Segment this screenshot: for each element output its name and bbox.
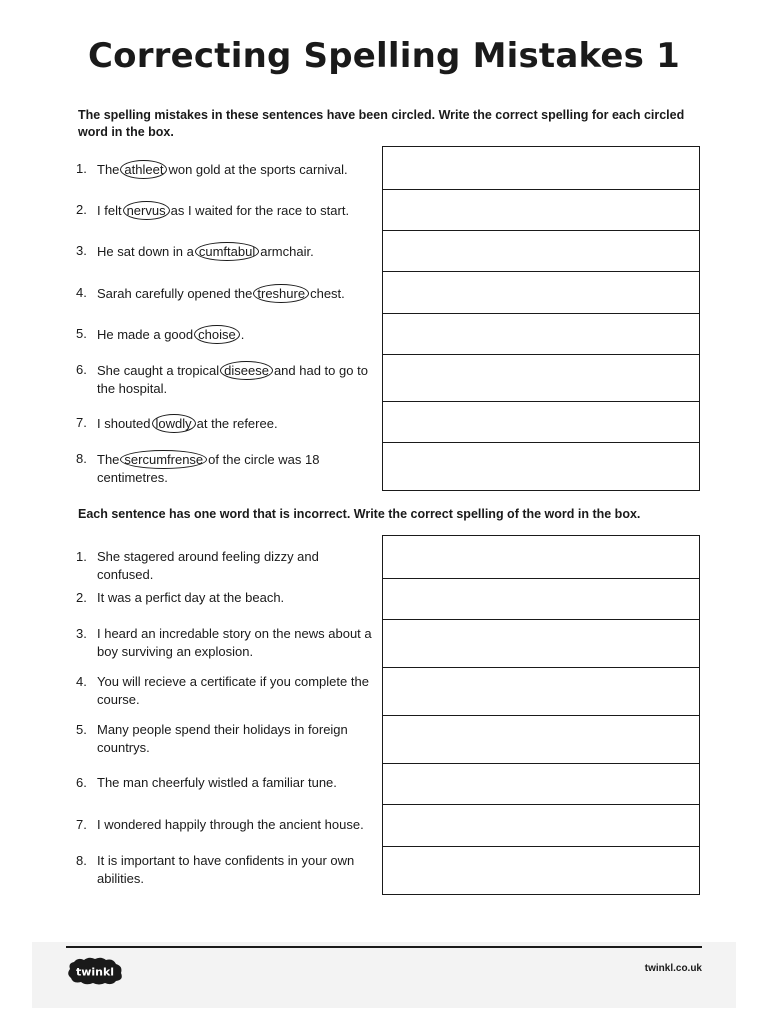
sentence-text: I heard an incredable story on the news about a boy surviving an explosion. [97, 626, 372, 659]
answer-box-7[interactable] [383, 401, 699, 442]
s1-question-8 [76, 450, 376, 487]
sentence-text: I felt [97, 203, 122, 218]
sentence-text: It was a perfict day at the beach. [97, 590, 285, 605]
answer-box-1[interactable] [383, 536, 699, 578]
s2-question-4 [76, 673, 376, 709]
answer-box-7[interactable] [383, 804, 699, 846]
answer-box-3[interactable] [383, 619, 699, 667]
sentence-text: as I waited for the race to start. [170, 203, 350, 218]
answer-boxes-section1 [382, 146, 700, 491]
site-url: twinkl.co.uk [644, 963, 702, 974]
s2-question-5 [76, 721, 376, 757]
s2-question-1 [76, 548, 376, 584]
s1-question-6 [76, 361, 376, 398]
question-number: 8. [76, 853, 87, 868]
sentence-text: I shouted [97, 416, 151, 431]
question-number: 4. [76, 674, 87, 689]
question-number: 8. [76, 451, 87, 466]
sentence-text: The man cheerfuly wistled a familiar tune. [97, 775, 337, 790]
answer-box-6[interactable] [383, 763, 699, 804]
s1-question-3 [76, 242, 376, 261]
answer-box-1[interactable] [383, 147, 699, 189]
answer-box-5[interactable] [383, 313, 699, 354]
question-number: 6. [76, 775, 87, 790]
question-number: 3. [76, 626, 87, 641]
answer-box-2[interactable] [383, 578, 699, 619]
section2-instruction: Each sentence has one word that is incorrect. Write the correct spelling of the word in the box. [78, 507, 641, 521]
question-number: 5. [76, 722, 87, 737]
circled-word: sercumfrense [120, 450, 207, 469]
answer-box-5[interactable] [383, 715, 699, 763]
s1-question-5 [76, 325, 376, 344]
page-title: Correcting Spelling Mistakes 1 [88, 36, 680, 76]
s1-question-2 [76, 201, 376, 220]
answer-box-8[interactable] [383, 442, 699, 490]
circled-word: choise [194, 325, 240, 344]
circled-word: cumftabul [195, 242, 259, 261]
sentence-text: You will recieve a certificate if you complete the course. [97, 674, 369, 707]
sentence-text: of the circle was 18 centimetres. [97, 452, 320, 485]
circled-word: nervus [123, 201, 170, 220]
sentence-text: It is important to have confidents in your own abilities. [97, 853, 355, 886]
s1-question-1 [76, 160, 376, 179]
sentence-text: He sat down in a [97, 244, 194, 259]
s2-question-7 [76, 816, 376, 834]
answer-box-6[interactable] [383, 354, 699, 401]
sentence-text: She caught a tropical [97, 363, 220, 378]
question-number: 1. [76, 549, 87, 564]
circled-word: athleet [120, 160, 167, 179]
sentence-text: and had to go to the hospital. [97, 363, 368, 396]
sentence-text: chest. [310, 286, 345, 301]
twinkl-logo [66, 956, 124, 986]
circled-word: lowdly [152, 414, 196, 433]
question-number: 6. [76, 362, 87, 377]
footer-band [32, 942, 736, 1008]
question-number: 2. [76, 202, 87, 217]
circled-word: diseese [220, 361, 273, 380]
question-number: 2. [76, 590, 87, 605]
question-number: 7. [76, 415, 87, 430]
answer-box-4[interactable] [383, 271, 699, 313]
sentence-text: I wondered happily through the ancient house. [97, 817, 364, 832]
question-number: 4. [76, 285, 87, 300]
footer-divider [66, 946, 702, 948]
sentence-text: . [240, 327, 245, 342]
sentence-text: She stagered around feeling dizzy and confused. [97, 549, 319, 582]
sentence-text: armchair. [260, 244, 314, 259]
sentence-text: won gold at the sports carnival. [168, 162, 348, 177]
question-number: 1. [76, 161, 87, 176]
s2-question-2 [76, 589, 376, 607]
s1-question-7 [76, 414, 376, 433]
sentence-text: Many people spend their holidays in foreign countrys. [97, 722, 348, 755]
sentence-text: at the referee. [196, 416, 278, 431]
s2-question-6 [76, 774, 376, 792]
s2-question-3 [76, 625, 376, 661]
logo-text: twinkl [75, 965, 115, 979]
answer-box-8[interactable] [383, 846, 699, 894]
question-number: 3. [76, 243, 87, 258]
circled-word: treshure [253, 284, 309, 303]
question-number: 7. [76, 817, 87, 832]
sentence-text: The [97, 452, 120, 467]
sentence-text: He made a good [97, 327, 194, 342]
s1-question-4 [76, 284, 376, 303]
sentence-text: Sarah carefully opened the [97, 286, 253, 301]
answer-box-4[interactable] [383, 667, 699, 715]
section1-instruction: The spelling mistakes in these sentences have been circled. Write the correct spelling for each circled word in the box. [78, 108, 685, 139]
sentence-text: The [97, 162, 120, 177]
answer-box-2[interactable] [383, 189, 699, 230]
answer-boxes-section2 [382, 535, 700, 895]
answer-box-3[interactable] [383, 230, 699, 271]
s2-question-8 [76, 852, 376, 888]
question-number: 5. [76, 326, 87, 341]
